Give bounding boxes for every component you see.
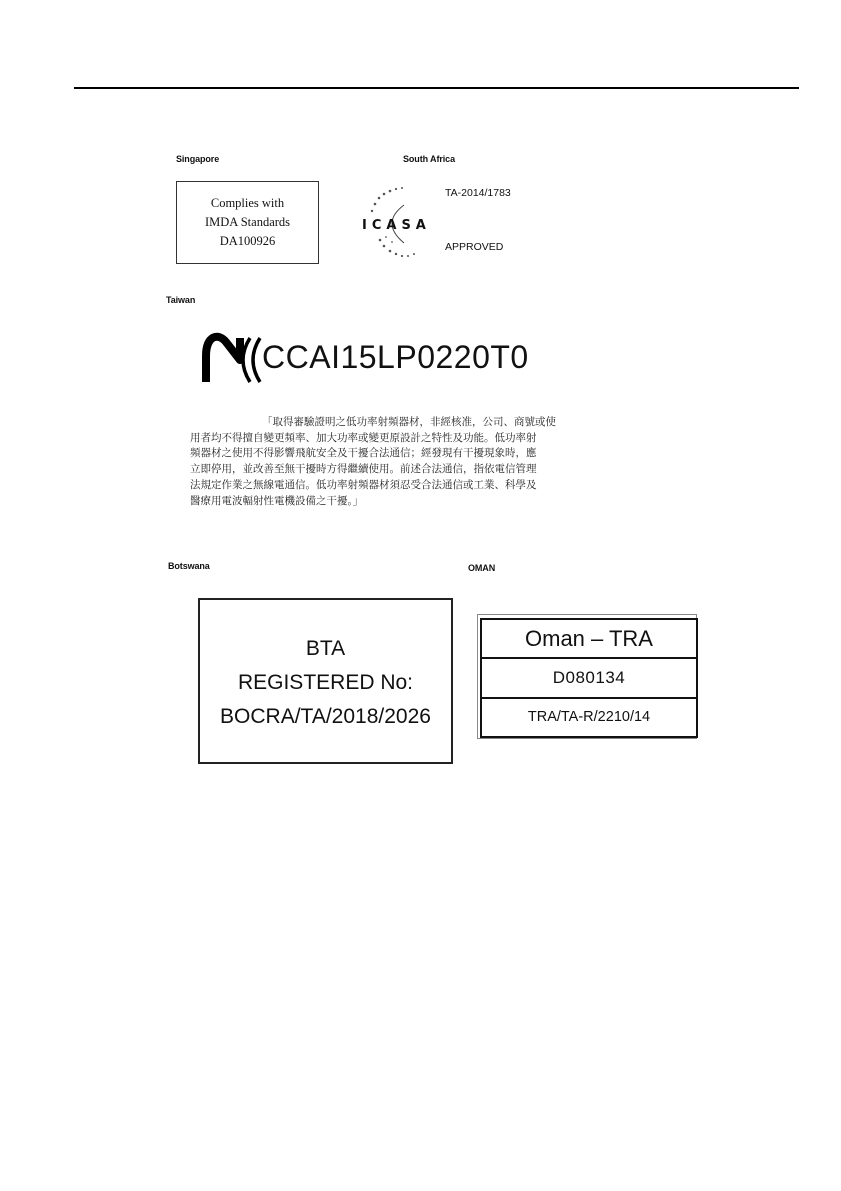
notice-line: 「取得審驗證明之低功率射頻器材，非經核准，公司、商號或使 <box>262 416 556 428</box>
south-africa-caption: South Africa <box>403 154 455 164</box>
bta-registration-box <box>198 598 453 764</box>
ncc-certification-code: CCAI15LP0220T0 <box>262 339 529 375</box>
icasa-logo-text: ICASA <box>362 218 431 233</box>
ncc-c2-icon <box>253 338 260 382</box>
notice-line: 頻器材之使用不得影響飛航安全及干擾合法通信；經發現有干擾現象時，應 <box>190 447 537 460</box>
singapore-caption: Singapore <box>176 154 220 164</box>
notice-line: 用者均不得擅自變更頻率、加大功率或變更原設計之特性及功能。低功率射 <box>190 431 537 444</box>
header-rule <box>74 87 799 89</box>
imda-line-2: IMDA Standards <box>204 215 291 229</box>
icasa-logo <box>360 185 445 265</box>
botswana-caption: Botswana <box>168 561 210 571</box>
imda-certification-box <box>176 181 319 264</box>
bta-line-2: REGISTERED No: <box>237 671 414 694</box>
icasa-approval-number: TA-2014/1783 <box>445 187 511 199</box>
notice-line: 立即停用，並改善至無干擾時方得繼續使用。前述合法通信，指依電信管理 <box>190 463 537 476</box>
imda-line-3: DA100926 <box>219 234 276 248</box>
notice-line: 法規定作業之無線電通信。低功率射頻器材須忍受合法通信或工業、科學及 <box>190 478 537 491</box>
ncc-c1-icon <box>243 338 250 382</box>
imda-line-1: Complies with <box>210 196 285 210</box>
bta-line-1: BTA <box>305 637 346 660</box>
notice-line: 醫療用電波輻射性電機設備之干擾。」 <box>190 494 364 507</box>
oman-row-type-approval: TRA/TA-R/2210/14 <box>527 709 651 726</box>
oman-row-dealer-number: D080134 <box>482 659 696 698</box>
taiwan-caption: Taiwan <box>166 295 196 305</box>
ncc-logo <box>200 330 270 390</box>
oman-caption: OMAN <box>468 563 496 573</box>
taiwan-ncc-notice <box>190 415 695 509</box>
oman-row-authority: Oman – TRA <box>482 620 696 659</box>
oman-tra-table <box>480 618 698 738</box>
icasa-approved-label: APPROVED <box>445 241 504 253</box>
ncc-n-icon <box>206 337 240 382</box>
bta-line-3: BOCRA/TA/2018/2026 <box>220 705 431 728</box>
